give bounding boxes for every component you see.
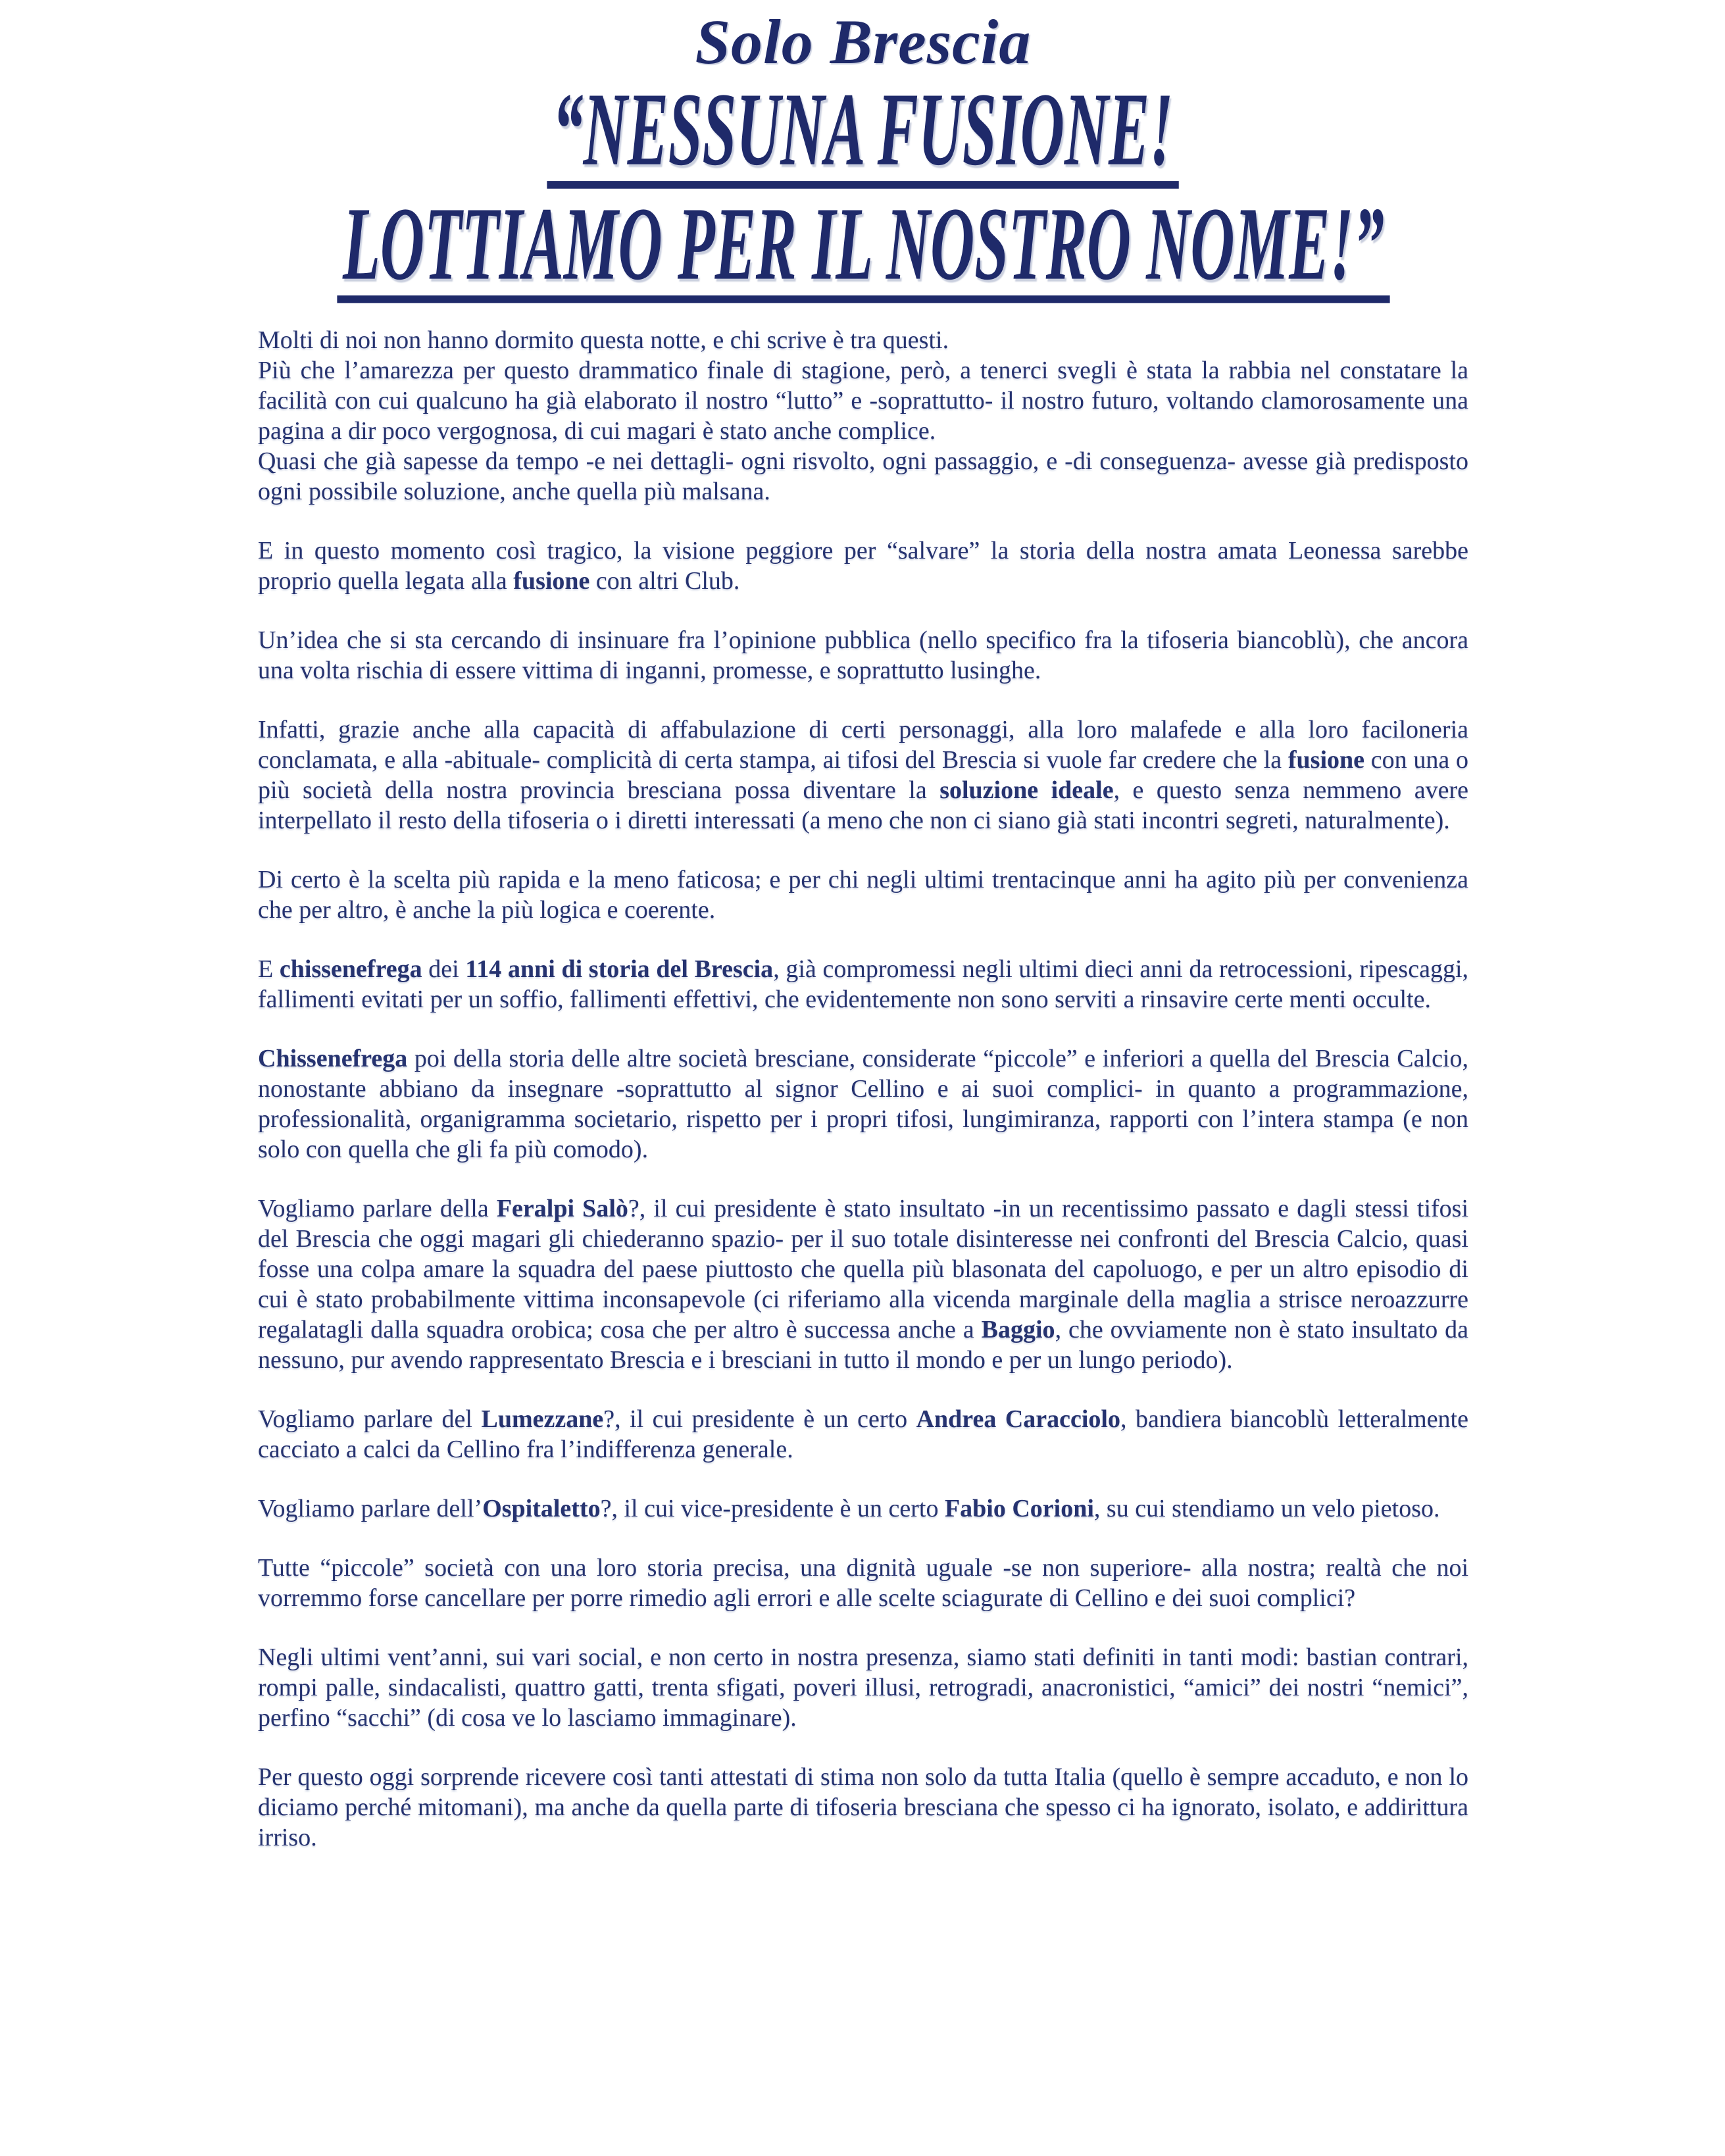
text-run: E (258, 955, 280, 983)
text-run: , e questo senza nemmeno avere interpellato il resto della tifoseria o i diretti interessati (a meno che non ci siano già stati incontri segreti, naturalmente). (258, 776, 1468, 834)
paragraph (258, 1404, 1468, 1465)
headline-line-2: LOTTIAMO PER IL NOSTRO NOME!” (337, 201, 1389, 303)
paragraph (258, 355, 1468, 446)
paragraph (258, 1193, 1468, 1375)
text-run: ?, il cui presidente è stato insultato -in un recentissimo passato e dagli stessi tifosi del Brescia che oggi magari gli chiederanno spazio- per il suo totale disinteresse nei confronti del Brescia Calcio, quasi fosse una colpa amare la squadra del paese piuttosto che quella più blasonata del capoluogo, e per un altro episodio di cui è stato probabilmente vittima inconsapevole (ci riferiamo alla vicenda marginale della maglia a strisce neroazzurre regalatagli dalla squadra orobica; cosa che per altro è successa anche a (258, 1195, 1468, 1343)
text-run: Quasi che già sapesse da tempo -e nei dettagli- ogni risvolto, ogni passaggio, e -di conseguenza- avesse già predisposto ogni possibile soluzione, anche quella più malsana. (258, 447, 1468, 505)
paragraph (258, 1762, 1468, 1853)
paragraph (258, 325, 1468, 355)
paragraph (258, 1553, 1468, 1613)
text-run: E in questo momento così tragico, la visione peggiore per “salvare” la storia della nostra amata Leonessa sarebbe proprio quella legata alla (258, 537, 1468, 595)
paragraph (258, 1043, 1468, 1165)
bold-text-run: fusione (1288, 746, 1365, 774)
text-run: Tutte “piccole” società con una loro storia precisa, una dignità uguale -se non superiore- alla nostra; realtà che noi vorremmo forse cancellare per porre rimedio agli errori e alle scelte sciagurate di Cellino e dei suoi complici? (258, 1554, 1468, 1612)
bold-text-run: Fabio Corioni (944, 1495, 1094, 1522)
paragraph (258, 865, 1468, 925)
text-run: Per questo oggi sorprende ricevere così tanti attestati di stima non solo da tutta Italia (quello è sempre accaduto, e non lo diciamo perché mitomani), ma anche da quella parte di tifoseria bresciana che spesso ci ha ignorato, isolato, e addirittura irriso. (258, 1763, 1468, 1851)
text-run: , su cui stendiamo un velo pietoso. (1093, 1495, 1440, 1522)
paragraph (258, 625, 1468, 686)
text-run: Vogliamo parlare della (258, 1195, 497, 1222)
bold-text-run: soluzione ideale (939, 776, 1114, 804)
paragraph (258, 714, 1468, 836)
paragraph (258, 954, 1468, 1015)
text-run: , già compromessi negli ultimi dieci anni da retrocessioni, ripescaggi, fallimenti evitati per un soffio, fallimenti effettivi, che evidentemente non sono serviti a rinsavire certe menti occulte. (258, 955, 1469, 1013)
bold-text-run: Chissenefrega (258, 1045, 408, 1072)
text-run: Molti di noi non hanno dormito questa notte, e chi scrive è tra questi. (258, 326, 949, 354)
header (258, 7, 1468, 302)
text-run: Vogliamo parlare dell’ (258, 1495, 483, 1522)
bold-text-run: 114 anni di storia del Brescia (465, 955, 774, 983)
text-run: con una o più società della nostra provincia bresciana possa diventare la (258, 746, 1468, 804)
headline-line-1: “NESSUNA FUSIONE! (547, 87, 1180, 189)
text-run: ?, il cui vice-presidente è un certo (600, 1495, 945, 1522)
paragraph (258, 1642, 1468, 1733)
text-run: ?, il cui presidente è un certo (603, 1405, 916, 1433)
kicker-title: Solo Brescia (695, 7, 1032, 77)
document-body (258, 325, 1468, 1853)
text-run: Vogliamo parlare del (258, 1405, 482, 1433)
bold-text-run: Feralpi Salò (496, 1195, 628, 1222)
paragraph (258, 1493, 1468, 1524)
text-run: Un’idea che si sta cercando di insinuare fra l’opinione pubblica (nello specifico fra la tifoseria biancoblù), che ancora una volta rischia di essere vittima di inganni, promesse, e soprattutto lusinghe. (258, 626, 1468, 684)
text-run: Negli ultimi vent’anni, sui vari social, e non certo in nostra presenza, siamo stati definiti in tanti modi: bastian contrari, rompi palle, sindacalisti, quattro gatti, trenta sfigati, poveri illusi, retrogradi, anacronistici, “amici” dei nostri “nemici”, perfino “sacchi” (di cosa ve lo lasciamo immaginare). (258, 1643, 1468, 1732)
text-run: Infatti, grazie anche alla capacità di affabulazione di certi personaggi, alla loro malafede e alla loro faciloneria conclamata, e alla -abituale- complicità di certa stampa, ai tifosi del Brescia si vuole far credere che la (258, 716, 1468, 774)
text-run: Di certo è la scelta più rapida e la meno faticosa; e per chi negli ultimi trentacinque anni ha agito più per convenienza che per altro, è anche la più logica e coerente. (258, 866, 1468, 924)
bold-text-run: Ospitaletto (482, 1495, 601, 1522)
text-run: Più che l’amarezza per questo drammatico finale di stagione, però, a tenerci svegli è stata la rabbia nel constatare la facilità con cui qualcuno ha già elaborato il nostro “lutto” e -soprattutto- il nostro futuro, voltando clamorosamente una pagina a dir poco vergognosa, di cui magari è stato anche complice. (258, 357, 1468, 445)
text-run: poi della storia delle altre società bresciane, considerate “piccole” e inferiori a quella del Brescia Calcio, nonostante abbiano da insegnare -soprattutto al signor Cellino e ai suoi complici- in quanto a programmazione, professionalità, organigramma societario, rispetto per i propri tifosi, lungimiranza, rapporti con l’intera stampa (e non solo con quella che gli fa più comodo). (258, 1045, 1468, 1163)
paragraph (258, 536, 1468, 596)
bold-text-run: Lumezzane (481, 1405, 604, 1433)
text-run: con altri Club. (589, 567, 740, 595)
text-run: , bandiera biancoblù letteralmente cacciato a calci da Cellino fra l’indifferenza generale. (258, 1405, 1468, 1463)
bold-text-run: Andrea Caracciolo (916, 1405, 1120, 1433)
headline (14, 71, 1713, 302)
bold-text-run: Baggio (981, 1316, 1055, 1343)
bold-text-run: fusione (513, 567, 590, 595)
text-run: dei (422, 955, 466, 983)
paragraph (258, 446, 1468, 507)
text-run: , che ovviamente non è stato insultato da nessuno, pur avendo rappresentato Brescia e i bresciani in tutto il mondo e per un lungo periodo). (258, 1316, 1468, 1374)
bold-text-run: chissenefrega (279, 955, 422, 983)
